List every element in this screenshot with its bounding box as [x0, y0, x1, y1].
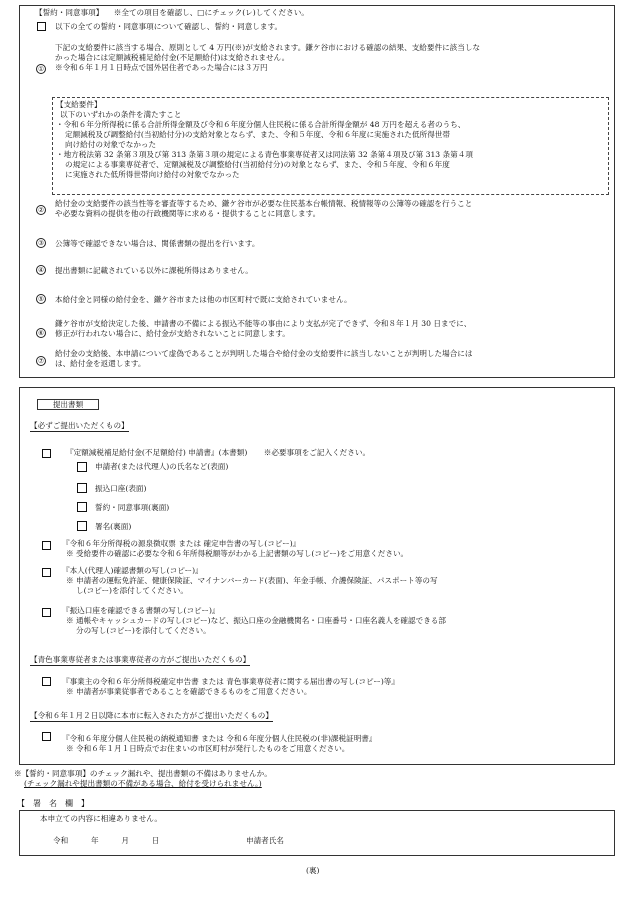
sub-item-label-3: 誓約・同意事項(裏面) — [95, 503, 170, 512]
footer-note-line: (チェック漏れや提出書類の不備がある場合、給付を受けられません。) — [24, 779, 262, 789]
sub-item-checkbox-1[interactable] — [77, 462, 87, 472]
pledge-header-title: 【誓約・同意事項】 — [35, 8, 104, 17]
footer-note — [14, 769, 272, 789]
blue-item-note: ※ 申請者が事業従事者であることを確認できるものをご用意ください。 — [66, 687, 312, 697]
id-copy-item — [62, 566, 438, 596]
requirement-bullet: ・令和６年分所得税に係る合計所得金額及び令和６年度分個人住民税に係る合計所得金額が 48 万円を超える者のうち、 — [56, 120, 466, 130]
item-number-7: ⑦ — [36, 356, 46, 366]
moved-item-title: 『令和６年度分個人住民税の納税通知書 または 令和６年度分個人住民税の(非)課税証明書』 — [62, 734, 377, 743]
withholding-checkbox[interactable] — [42, 541, 51, 550]
blue-item-title: 『事業主の令和６年分所得税確定申告書 または 青色事業専従者に関する届出書の写し(コピー)等』 — [62, 677, 399, 686]
pledge-item-7 — [55, 349, 610, 369]
app-form-checkbox[interactable] — [42, 449, 51, 458]
requirement-bullet-cont: に実施された低所得世帯向け給付の対象でなかった — [65, 170, 240, 180]
master-agree-label: 以下の全ての誓約・同意事項について確認し、誓約・同意します。 — [55, 22, 283, 31]
pledge-item-3: 公簿等で確認できない場合は、関係書類の提出を行います。 — [55, 239, 260, 248]
id-copy-note: ※ 申請者の運転免許証、健康保険証、マイナンバーカード(表面)、年金手帳、介護保険証、パスポート等の写 — [66, 576, 438, 586]
item-number-1: ① — [36, 64, 46, 74]
sub-item-checkbox-2[interactable] — [77, 483, 87, 493]
sub-item-label-2: 振込口座(表面) — [95, 484, 147, 493]
master-agree-checkbox[interactable] — [37, 22, 46, 31]
signature-header: 【 署 名 欄 】 — [17, 799, 89, 808]
pledge-item-7-line: 給付金の支給後、本申請について虚偽であることが判明した場合や給付金の支給要件に該当しないことが判明した場合には — [55, 349, 473, 358]
bank-copy-note: ※ 通帳やキャッシュカードの写し(コピー)など、振込口座の金融機関名・口座番号・口座名義人を確認できる部 — [66, 616, 446, 626]
item-number-6: ⑥ — [36, 328, 46, 338]
required-header: 【必ずご提出いただくもの】 — [30, 421, 129, 432]
bank-copy-item — [62, 606, 446, 636]
pledge-item-4: 提出書類に記載されている以外に課税所得はありません。 — [55, 266, 253, 275]
pledge-item-6-line: 修正が行われない場合に、給付金が支給されないことに同意します。 — [55, 329, 290, 339]
sub-item-label-1: 申請者(または代理人)の氏名など(表面) — [95, 462, 229, 471]
blue-header: 【青色事業専従者または事業専従者の方がご提出いただくもの】 — [30, 655, 250, 666]
item-number-5: ⑤ — [36, 294, 46, 304]
bank-copy-note-cont: 分の写し(コピー)を添付してください。 — [76, 626, 211, 636]
requirement-bullet-cont: の規定による事業専従者で、定額減税及び調整給付(当初給付分)の対象とならず、また、令和５年度、令和６年度 — [65, 160, 450, 170]
pledge-header — [35, 8, 309, 18]
page-label: (裏) — [306, 866, 320, 875]
app-form-label — [66, 448, 370, 458]
requirements-title: 【支給要件】 — [56, 100, 102, 109]
pledge-item-1 — [55, 43, 610, 73]
pledge-item-6-line: 鎌ケ谷市が支給決定した後、申請書の不備による振込不能等の事由により支払が完了できず、令和８年１月 30 日までに、 — [55, 319, 472, 328]
pledge-item-2-line: や必要な資料の提供を他の行政機関等に求める・提供することに同意します。 — [55, 209, 321, 219]
footer-note-line: ※【誓約・同意事項】のチェック漏れや、提出書類の不備はありませんか。 — [14, 769, 272, 778]
documents-title: 提出書類 — [37, 399, 99, 410]
withholding-item — [62, 539, 408, 559]
sub-item-checkbox-3[interactable] — [77, 502, 87, 512]
requirement-bullet-cont: 向け給付の対象でなかった — [65, 140, 157, 150]
pledge-item-5: 本給付金と同様の給付金を、鎌ケ谷市または他の市区町村で既に支給されていません。 — [55, 295, 352, 304]
moved-item-checkbox[interactable] — [42, 732, 51, 741]
moved-item — [62, 734, 377, 754]
item-number-4: ④ — [36, 265, 46, 275]
sub-item-label-4: 署名(裏面) — [95, 522, 132, 531]
pledge-item-1-line: 下記の支給要件に該当する場合、原則として 4 万円(※)が支給されます。鎌ケ谷市における確認の結果、支給要件に該当しな — [55, 43, 481, 52]
id-copy-checkbox[interactable] — [42, 568, 51, 577]
moved-header: 【令和６年１月２日以降に本市に転入された方がご提出いただくもの】 — [30, 711, 273, 722]
moved-item-note: ※ 令和６年１月１日時点でお住まいの市区町村が発行したものをご用意ください。 — [66, 744, 350, 754]
pledge-item-7-line: は、給付金を返還します。 — [55, 359, 146, 369]
requirements-content — [56, 100, 606, 180]
id-copy-note-cont: し(コピー)を添付してください。 — [76, 586, 188, 596]
sub-item-checkbox-4[interactable] — [77, 521, 87, 531]
pledge-item-1-line: ※令和６年１月１日時点で国外居住者であった場合には３万円 — [55, 63, 268, 73]
requirement-bullet: ・地方税法第 32 条第３項及び第 313 条第３項の規定による青色事業専従者又は同法第 32 条第４項及び第 313 条第４項 — [56, 150, 473, 160]
requirement-bullet-cont: 定額減税及び調整給付(当初給付分)の支給対象とならず、また、令和５年度、令和６年度に実施された低所得世帯 — [65, 130, 450, 140]
bank-copy-checkbox[interactable] — [42, 608, 51, 617]
withholding-note: ※ 受給要件の確認に必要な令和６年所得税額等がわかる上記書類の写し(コピー)をご用意ください。 — [66, 549, 409, 559]
signature-statement: 本申立ての内容に相違ありません。 — [40, 814, 162, 823]
withholding-title: 『令和６年分所得税の源泉徴収票 または 確定申告書の写し(コピー)』 — [62, 539, 301, 548]
pledge-header-note: ※全ての項目を確認し、□にチェック(レ)してください。 — [113, 8, 309, 17]
signature-date: 令和 年 月 日 — [53, 836, 160, 845]
blue-item — [62, 677, 399, 697]
id-copy-title: 『本人(代理人)確認書類の写し(コピー)』 — [62, 566, 203, 575]
app-form-title: 『定額減税補足給付金(不足額給付) 申請書』(本書類) — [66, 448, 248, 457]
pledge-item-6 — [55, 319, 610, 339]
pledge-item-2 — [55, 199, 610, 219]
blue-item-checkbox[interactable] — [42, 677, 51, 686]
pledge-item-2-line: 給付金の支給要件の該当性等を審査等するため、鎌ケ谷市が必要な住民基本台帳情報、税情報等の公簿等の確認を行うこと — [55, 199, 473, 208]
app-form-note: ※必要事項をご記入ください。 — [263, 448, 371, 457]
bank-copy-title: 『振込口座を確認できる書類の写し(コピー)』 — [62, 606, 220, 615]
requirements-intro: 以下のいずれかの条件を満たすこと — [60, 110, 182, 120]
item-number-3: ③ — [36, 238, 46, 248]
item-number-2: ② — [36, 205, 46, 215]
pledge-item-1-line: かった場合には定額減税補足給付金(不足額給付)は支給されません。 — [55, 53, 290, 63]
signature-name-label: 申請者氏名 — [246, 836, 284, 845]
